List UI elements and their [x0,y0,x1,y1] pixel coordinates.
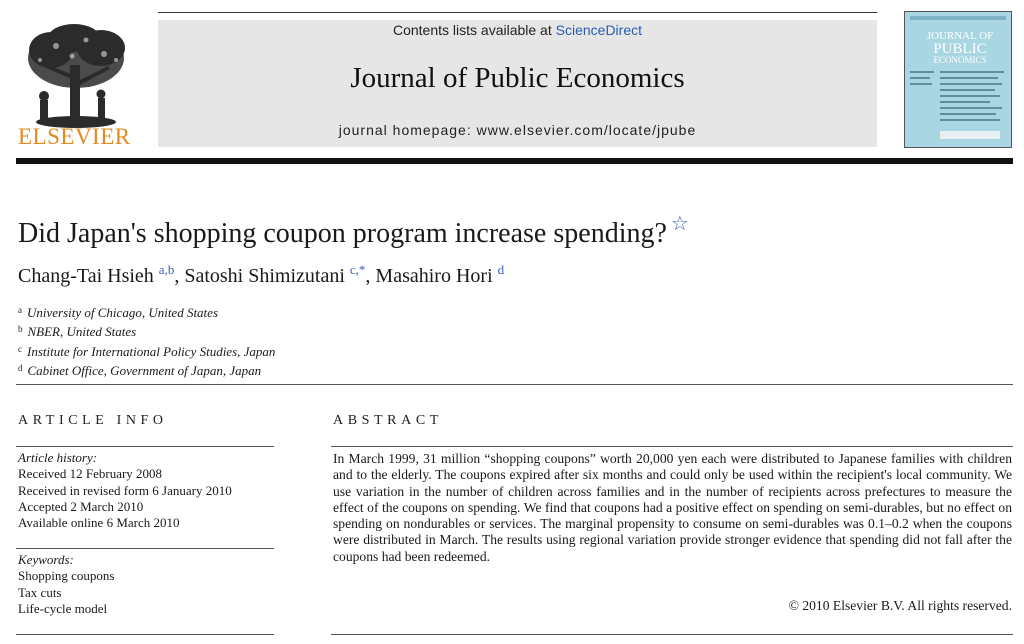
author-name[interactable]: Chang-Tai Hsieh [18,265,154,287]
publisher-wordmark: ELSEVIER [18,124,131,149]
contents-line [158,22,877,38]
keyword-item[interactable]: Tax cuts [18,584,62,600]
history-item: Received in revised form 6 January 2010 [18,482,232,498]
article-info-rule [16,446,274,447]
affiliation-text: University of Chicago, United States [27,305,219,320]
article-info-rule [16,548,274,549]
journal-masthead [158,20,877,147]
abstract-text: In March 1999, 31 million “shopping coupons” worth 20,000 yen each were distributed to Japanese families with children and to the elderly. The coupons expired after six months and could only be used within the recipient's local community. We use variation in the number of children across families and in the number of recipients across prefectures to measure the effect of the coupons on spending. We find that coupons had a positive effect on spending on semi-durables, but no effect on spending on nondurables or services. The marginal propensity to consume on semi-durables was 0.1–0.2 when the coupons were distributed in March. The results using regional variation provide stronger evidence that spending did not fall after the coupons had been redeemed. [333,451,1012,564]
article-info-rule [16,634,274,635]
author-name[interactable]: Masahiro Hori [375,265,493,287]
affiliation-item [18,302,275,321]
history-item: Accepted 2 March 2010 [18,498,144,514]
author-affiliation-marks[interactable]: a,b [158,262,175,277]
keyword-item[interactable]: Shopping coupons [18,568,115,584]
author-name[interactable]: Satoshi Shimizutani [184,265,345,287]
article-title-text: Did Japan's shopping coupon program increase spending? [18,218,667,249]
author-separator: , [174,265,185,287]
article-title [18,211,689,250]
affiliation-mark: a [18,305,22,315]
affiliation-text: Institute for International Policy Studies, Japan [27,343,276,359]
affiliation-text: Cabinet Office, Government of Japan, Japan [27,362,262,378]
header-top-rule [158,12,877,13]
author-separator: , [365,265,376,287]
cover-title-line-1: JOURNAL OF [926,30,994,42]
affiliation-list [18,302,275,379]
affiliation-mark: c [18,343,22,354]
abstract-heading: ABSTRACT [333,413,443,428]
section-divider [16,384,1013,385]
keywords [18,552,114,617]
history-label: Article history: [18,450,98,465]
sciencedirect-link[interactable]: ScienceDirect [555,22,643,38]
affiliation-text: NBER, United States [27,324,137,340]
contents-prefix: Contents lists available at [392,22,552,38]
article-history [18,450,232,531]
article-info-heading: ARTICLE INFO [18,413,168,428]
abstract-rule [331,634,1013,635]
author-list [18,262,504,288]
affiliation-item [18,341,275,360]
affiliation-item [18,321,275,340]
keyword-item[interactable]: Life-cycle model [18,600,108,616]
author-affiliation-marks[interactable]: d [497,262,505,277]
copyright-notice: © 2010 Elsevier B.V. All rights reserved. [788,598,1012,613]
header-thick-rule [16,158,1013,164]
cover-title-line-3: ECONOMICS [933,55,987,65]
history-item: Received 12 February 2008 [18,466,163,482]
affiliation-mark: d [18,362,23,373]
title-footnote-star-icon[interactable]: ☆ [670,213,689,235]
affiliation-mark: b [18,324,23,335]
keywords-label: Keywords: [18,552,74,567]
journal-name: Journal of Public Economics [350,62,685,94]
affiliation-item [18,360,275,379]
journal-cover-image [904,11,1012,148]
history-item: Available online 6 March 2010 [18,515,180,531]
abstract-rule [331,446,1013,447]
journal-homepage[interactable]: journal homepage: www.elsevier.com/locate/jpube [338,122,697,138]
author-affiliation-marks[interactable]: c,* [349,262,366,277]
cover-title-line-2: PUBLIC [933,41,987,57]
